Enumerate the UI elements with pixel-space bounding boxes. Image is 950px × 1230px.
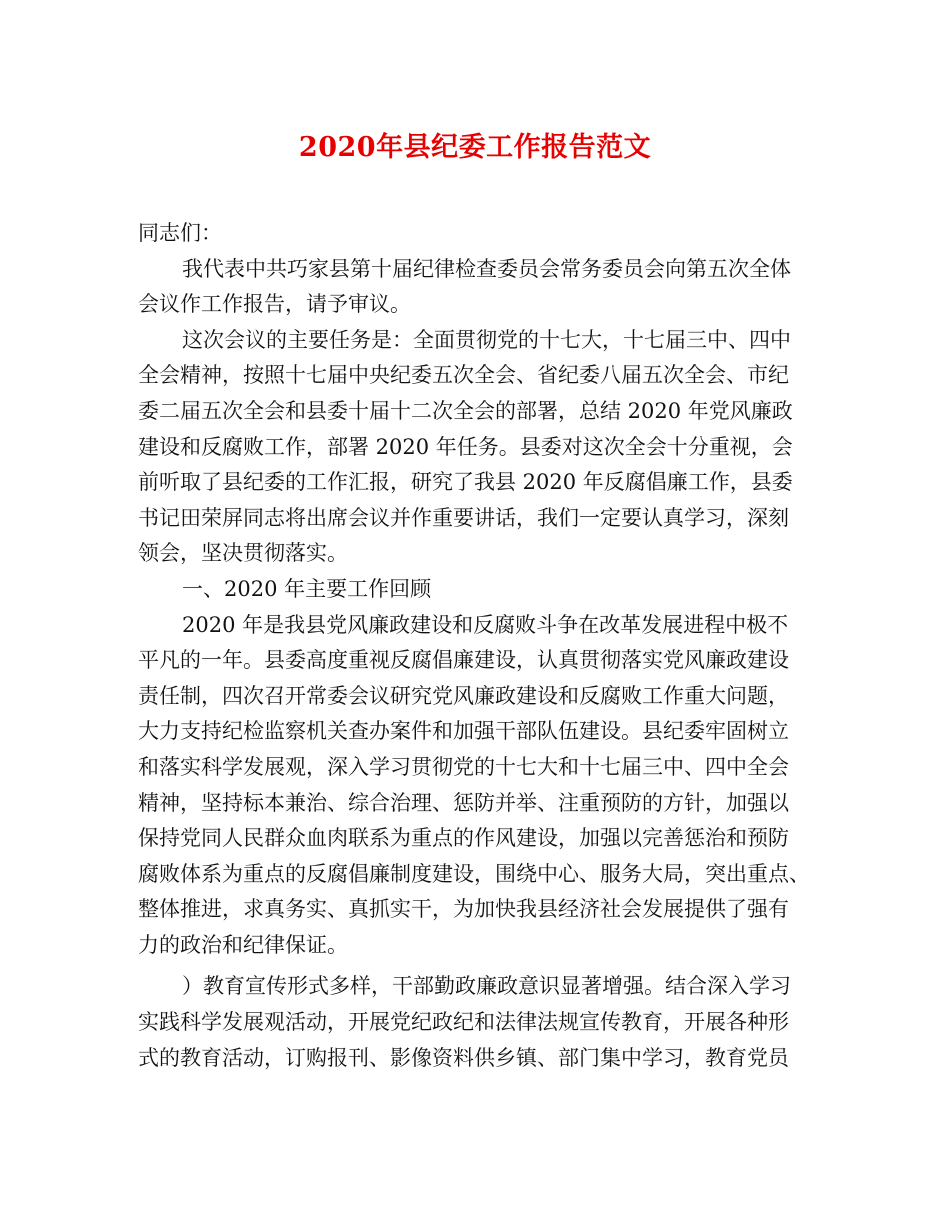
text-line: 同志们：	[138, 221, 222, 245]
text-line: 实践科学发展观活动，开展党纪政纪和法律法规宣传教育，开展各种形	[138, 1010, 789, 1035]
text-line: 书记田荣屏同志将出席会议并作重要讲话，我们一定要认真学习，深刻	[138, 505, 789, 530]
text-line: 委二届五次全会和县委十届十二次全会的部署，总结 2020 年党风廉政	[138, 398, 793, 423]
text-line: 整体推进，求真务实、真抓实干，为加快我县经济社会发展提供了强有	[138, 897, 789, 922]
text-line: 式的教育活动，订购报刊、影像资料供乡镇、部门集中学习，教育党员	[138, 1045, 789, 1070]
text-line: ）教育宣传形式多样，干部勤政廉政意识显著增强。结合深入学习	[182, 974, 791, 999]
text-line: 我代表中共巧家县第十届纪律检查委员会常务委员会向第五次全体	[182, 256, 791, 281]
text-line: 和落实科学发展观，深入学习贯彻党的十七大和十七届三中、四中全会	[138, 754, 789, 779]
text-line: 领会，坚决贯彻落实。	[138, 541, 348, 566]
text-line: 这次会议的主要任务是：全面贯彻党的十七大，十七届三中、四中	[182, 327, 791, 352]
text-line: 全会精神，按照十七届中央纪委五次全会、省纪委八届五次全会、市纪	[138, 363, 789, 388]
text-line: 大力支持纪检监察机关查办案件和加强干部队伍建设。县纪委牢固树立	[138, 719, 789, 744]
text-line: 精神，坚持标本兼治、综合治理、惩防并举、注重预防的方针，加强以	[138, 790, 789, 815]
text-line: 腐败体系为重点的反腐倡廉制度建设，围绕中心、服务大局，突出重点、	[138, 861, 810, 886]
document-title: 2020年县纪委工作报告范文	[298, 132, 652, 163]
text-line: 建设和反腐败工作，部署 2020 年任务。县委对这次全会十分重视，会	[138, 434, 793, 459]
text-line: 平凡的一年。县委高度重视反腐倡廉建设，认真贯彻落实党风廉政建设	[138, 648, 789, 673]
text-line: 一、2020 年主要工作回顾	[182, 576, 432, 601]
text-line: 保持党同人民群众血肉联系为重点的作风建设，加强以完善惩治和预防	[138, 826, 789, 851]
document-body	[138, 216, 828, 1076]
text-line: 前听取了县纪委的工作汇报，研究了我县 2020 年反腐倡廉工作，县委	[138, 470, 793, 495]
text-line: 责任制，四次召开常委会议研究党风廉政建设和反腐败工作重大问题，	[138, 683, 789, 708]
text-line: 力的政治和纪律保证。	[138, 932, 348, 957]
text-line: 会议作工作报告，请予审议。	[138, 292, 411, 317]
text-line: 2020 年是我县党风廉政建设和反腐败斗争在改革发展进程中极不	[182, 612, 789, 637]
